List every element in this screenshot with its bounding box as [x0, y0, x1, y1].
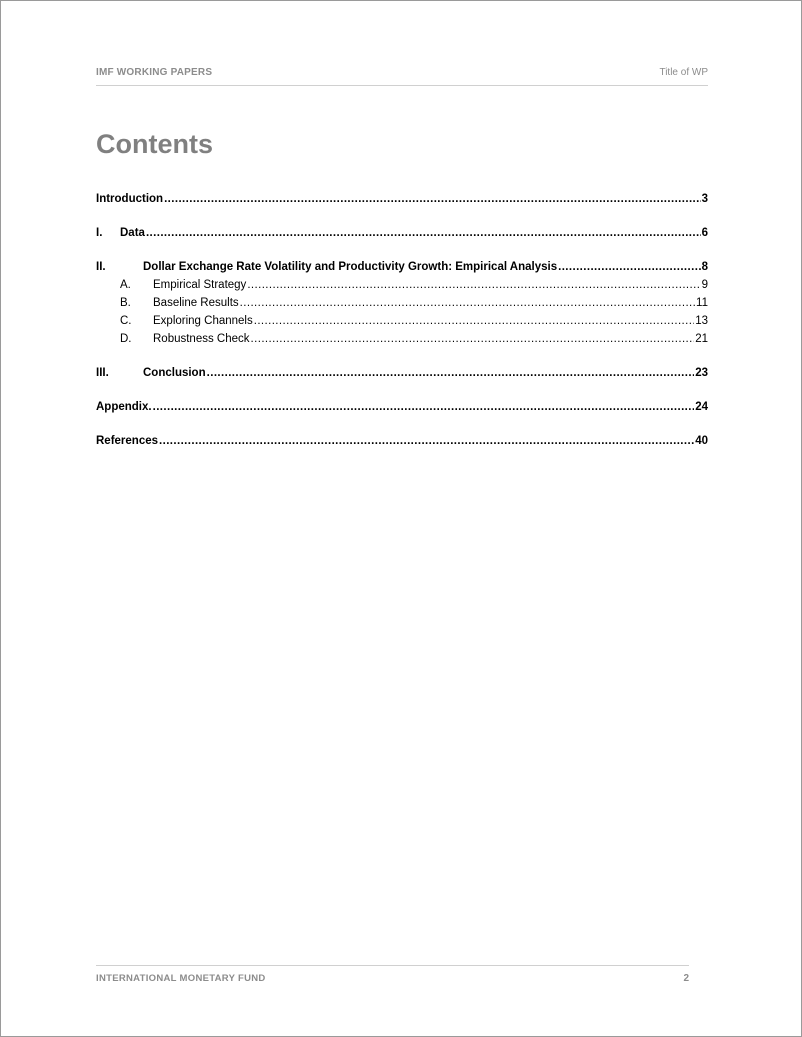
toc-leader [251, 330, 695, 348]
toc-entry-page: 40 [695, 435, 708, 447]
toc-entry-label: Data [120, 227, 145, 239]
toc-entry-number: I. [96, 227, 103, 239]
toc-entry-label: Dollar Exchange Rate Volatility and Productivity Growth: Empirical Analysis [143, 261, 558, 273]
toc-entry-number: C. [120, 315, 132, 327]
table-of-contents [96, 190, 708, 450]
toc-entry-page: 8 [701, 261, 708, 273]
toc-entry-number: B. [120, 297, 131, 309]
header-paper-title: Title of WP [659, 67, 708, 78]
toc-leader [146, 224, 701, 242]
toc-leader [153, 398, 695, 416]
footer-organization: INTERNATIONAL MONETARY FUND [96, 973, 266, 984]
toc-entry-page: 23 [695, 367, 708, 379]
toc-subentry-robustness-check[interactable] [96, 330, 708, 348]
toc-leader [254, 312, 694, 330]
toc-entry-page: 13 [695, 315, 708, 327]
toc-entry-page: 6 [701, 227, 708, 239]
toc-subentry-baseline-results[interactable] [96, 294, 708, 312]
toc-entry-number: D. [120, 333, 132, 345]
toc-entry-number: II. [96, 261, 106, 273]
toc-entry-page: 21 [695, 333, 708, 345]
toc-entry-references[interactable] [96, 432, 708, 450]
toc-leader [207, 364, 695, 382]
toc-entry-label: Empirical Strategy [153, 279, 247, 291]
toc-entry-conclusion[interactable] [96, 364, 708, 382]
page-header [96, 67, 708, 86]
toc-entry-page: 11 [696, 297, 708, 309]
toc-entry-number: III. [96, 367, 109, 379]
toc-leader [558, 258, 700, 276]
toc-entry-label: Exploring Channels [153, 315, 253, 327]
toc-entry-page: 3 [701, 193, 708, 205]
toc-entry-label: Baseline Results [153, 297, 239, 309]
toc-leader [247, 276, 700, 294]
toc-entry-appendix[interactable] [96, 398, 708, 416]
contents-heading: Contents [96, 129, 213, 159]
toc-entry-introduction[interactable] [96, 190, 708, 208]
page-footer [96, 965, 689, 986]
toc-entry-number: A. [120, 279, 131, 291]
toc-entry-empirical-analysis[interactable] [96, 258, 708, 276]
toc-entry-label: Appendix. [96, 401, 152, 413]
toc-entry-label: Introduction [96, 193, 164, 205]
toc-subentry-empirical-strategy[interactable] [96, 276, 708, 294]
toc-subentry-exploring-channels[interactable] [96, 312, 708, 330]
toc-leader [240, 294, 695, 312]
toc-entry-data[interactable] [96, 224, 708, 242]
toc-entry-page: 9 [701, 279, 708, 291]
header-series-title: IMF WORKING PAPERS [96, 67, 213, 78]
toc-leader [159, 432, 694, 450]
toc-leader [164, 190, 701, 208]
toc-entry-page: 24 [695, 401, 708, 413]
page-number: 2 [683, 973, 689, 984]
toc-entry-label: Robustness Check [153, 333, 250, 345]
toc-entry-label: Conclusion [143, 367, 206, 379]
toc-entry-label: References [96, 435, 159, 447]
